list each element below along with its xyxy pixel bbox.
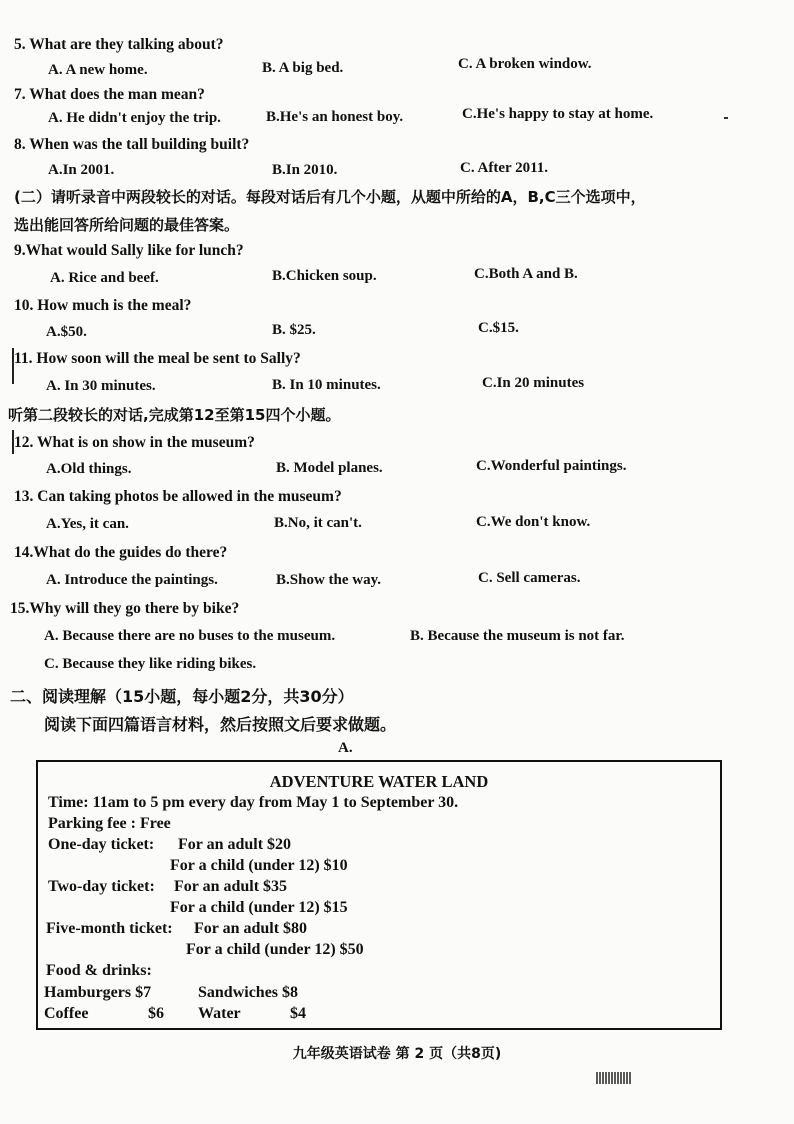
price-water-label: Water [198, 1005, 241, 1022]
option-b: B.Show the way. [276, 572, 382, 588]
option-a: A. Because there are no buses to the museum. [44, 628, 336, 644]
option-c: C.Both A and B. [474, 266, 578, 282]
ticket-child: For a child (under 12) $50 [186, 941, 364, 958]
stray-mark [724, 117, 728, 119]
ticket-adult: For an adult $20 [178, 836, 292, 853]
dialog-note: 听第二段较长的对话,完成第12至第15四个小题。 [8, 406, 341, 424]
ticket-child: For a child (under 12) $15 [170, 899, 348, 916]
option-a: A. Introduce the paintings. [46, 572, 218, 588]
option-a: A.Yes, it can. [46, 516, 129, 532]
option-a: A.In 2001. [48, 162, 115, 178]
option-a: A. A new home. [48, 62, 148, 78]
ticket-adult: For an adult $80 [194, 920, 308, 937]
option-c: C.He's happy to stay at home. [462, 106, 654, 122]
option-b: B. In 10 minutes. [272, 377, 381, 393]
option-b: B.No, it can't. [274, 515, 362, 531]
option-c: C. A broken window. [458, 56, 592, 72]
section-instruction: 选出能回答所给问题的最佳答案。 [14, 216, 240, 234]
option-a: A.Old things. [46, 461, 132, 477]
option-c: C. Sell cameras. [478, 570, 581, 586]
ticket-label: Two-day ticket: [48, 878, 155, 895]
option-a: A. Rice and beef. [50, 270, 159, 286]
ticket-label: Five-month ticket: [46, 920, 173, 937]
reading-instruction: 阅读下面四篇语言材料，然后按照文后要求做题。 [44, 715, 397, 734]
option-c: C. After 2011. [460, 160, 549, 176]
page-footer: 九年级英语试卷 第 2 页（共8页) [292, 1046, 502, 1062]
option-c: C. Because they like riding bikes. [44, 656, 257, 672]
question-9: 9.What would Sally like for lunch? [14, 242, 244, 259]
option-b: B. $25. [272, 322, 316, 338]
option-c: C.In 20 minutes [482, 375, 585, 391]
question-14: 14.What do the guides do there? [14, 544, 228, 561]
ticket-adult: For an adult $35 [174, 878, 288, 895]
ad-time: Time: 11am to 5 pm every day from May 1 to September 30. [48, 794, 459, 811]
ad-title: ADVENTURE WATER LAND [269, 772, 489, 791]
option-a: A.$50. [46, 324, 87, 340]
price-water: $4 [290, 1005, 306, 1022]
price-coffee: $6 [148, 1005, 164, 1022]
option-b: B. Model planes. [276, 460, 383, 476]
scan-stamp [596, 1072, 632, 1084]
reading-heading: 二、阅读理解（15小题，每小题2分，共30分） [10, 687, 354, 706]
question-7: 7. What does the man mean? [14, 86, 205, 103]
option-b: B.He's an honest boy. [266, 109, 404, 125]
option-b: B.Chicken soup. [272, 268, 377, 284]
option-a: A. He didn't enjoy the trip. [48, 110, 221, 126]
price-coffee-label: Coffee [44, 1005, 89, 1022]
question-11: 11. How soon will the meal be sent to Sally? [14, 350, 301, 367]
question-12: 12. What is on show in the museum? [14, 434, 255, 451]
question-10: 10. How much is the meal? [14, 297, 192, 314]
question-13: 13. Can taking photos be allowed in the museum? [14, 488, 342, 505]
price-hamburgers: Hamburgers $7 [44, 984, 152, 1001]
ad-box [36, 760, 722, 1030]
option-a: A. In 30 minutes. [46, 378, 156, 394]
price-sandwiches: Sandwiches $8 [198, 984, 299, 1001]
option-b: B. A big bed. [262, 60, 344, 76]
ticket-label: One-day ticket: [48, 836, 155, 853]
question-6: 5. What are they talking about? [14, 36, 224, 53]
passage-label: A. [338, 740, 353, 756]
ticket-child: For a child (under 12) $10 [170, 857, 348, 874]
question-8: 8. When was the tall building built? [14, 136, 250, 153]
option-c: C.Wonderful paintings. [476, 458, 627, 474]
option-b: B.In 2010. [272, 162, 338, 178]
option-c: C.We don't know. [476, 514, 591, 530]
option-c: C.$15. [478, 320, 519, 336]
ad-parking: Parking fee : Free [48, 815, 171, 832]
question-15: 15.Why will they go there by bike? [10, 600, 240, 617]
section-instruction: (二）请听录音中两段较长的对话。每段对话后有几个小题，从题中所给的A，B,C三个选项中， [14, 188, 646, 206]
food-label: Food & drinks: [46, 962, 152, 979]
option-b: B. Because the museum is not far. [410, 628, 625, 644]
